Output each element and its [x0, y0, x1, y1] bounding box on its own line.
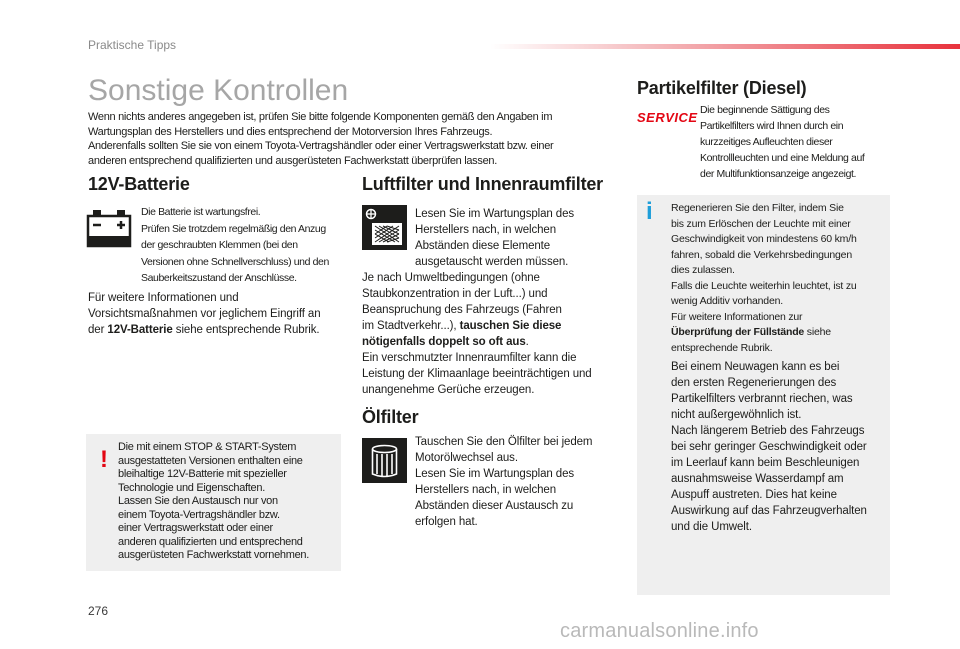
- text-line: und die Umwelt.: [671, 521, 752, 533]
- text-line: Leistung der Klimaanlage beeinträchtigen und: [362, 368, 592, 380]
- section-header: Praktische Tipps: [88, 38, 177, 52]
- battery-reference: 12V-Batterie: [107, 324, 173, 336]
- text-line: Auswirkung auf das Fahrzeugverhalten: [671, 505, 867, 517]
- text-line: Kontrollleuchten und eine Meldung auf: [700, 152, 865, 164]
- airfilter-icon: [362, 205, 407, 250]
- text-line: ausnahmsweise Wasserdampf am: [671, 473, 844, 485]
- text-line: Technologie und Eigenschaften.: [118, 481, 265, 494]
- text-line: Staubkonzentration in der Luft...) und: [362, 288, 548, 300]
- text-line: bis zum Erlöschen der Leuchte mit einer: [671, 217, 851, 230]
- service-warning-icon: SERVICE: [637, 110, 698, 125]
- text-line: einem Toyota-Vertragshändler bzw.: [118, 508, 280, 521]
- text-line: Partikelfilters verbrannt riechen, was: [671, 393, 853, 405]
- info-text: [671, 201, 886, 356]
- dpf-title: Partikelfilter (Diesel): [637, 78, 807, 98]
- text-line: Ein verschmutzter Innenraumfilter kann die: [362, 352, 577, 364]
- watermark: carmanualsonline.info: [560, 620, 759, 642]
- text-line: Lesen Sie im Wartungsplan des: [415, 468, 575, 480]
- info-icon: i: [646, 198, 653, 225]
- text-line: Motorölwechsel aus.: [415, 452, 518, 464]
- text-line: Falls die Leuchte weiterhin leuchtet, ist zu: [671, 279, 857, 292]
- battery-more-info: [88, 290, 343, 338]
- header-gradient-bar: [490, 44, 960, 49]
- text-line: im Stadtverkehr...), tauschen Sie diese: [362, 320, 562, 332]
- warning-icon: !: [100, 446, 108, 473]
- text-line: fahren, sobald die Verkehrsbedingungen: [671, 248, 852, 261]
- intro-line: anderen entsprechend qualifizierten und ausgerüsteten Fachwerkstatt überprüfen lassen.: [88, 154, 497, 167]
- battery-icon-text: [141, 204, 346, 287]
- text-line: Tauschen Sie den Ölfilter bei jedem: [415, 436, 593, 448]
- text-line: Lassen Sie den Austausch nur von: [118, 495, 278, 507]
- text-line: ausgetauscht werden müssen.: [415, 256, 569, 268]
- text-line: ausgestatteten Versionen enthalten eine: [118, 454, 303, 467]
- text-line: kurzzeitiges Aufleuchten dieser: [700, 136, 833, 148]
- text-line: Sauberkeitszustand der Anschlüsse.: [141, 272, 297, 284]
- text-line: Geschwindigkeit von mindestens 60 km/h: [671, 233, 857, 245]
- text-line: Herstellers nach, in welchen: [415, 484, 557, 496]
- text-line: den ersten Regenerierungen des: [671, 377, 837, 389]
- text-line: Überprüfung der Füllstände siehe: [671, 326, 831, 338]
- page-title: Sonstige Kontrollen: [88, 74, 349, 107]
- airfilter-icon-text: [415, 206, 615, 270]
- text-line: Herstellers nach, in welchen: [415, 224, 557, 236]
- text-line: anderen qualifizierten und entsprechend: [118, 535, 303, 548]
- text-line: Vorsichtsmaßnahmen vor jeglichem Eingriff an: [88, 308, 321, 320]
- intro-line: Wenn nichts anderes angegeben ist, prüfen Sie bitte folgende Komponenten gemäß den Angaben im: [88, 111, 553, 123]
- airfilter-body: [362, 270, 617, 398]
- warning-text: [118, 441, 336, 563]
- text-line: Auspuff austreten. Dies hat keine: [671, 489, 837, 501]
- text-line: Je nach Umweltbedingungen (ohne: [362, 272, 540, 284]
- text-line: Regenerieren Sie den Filter, indem Sie: [671, 202, 844, 214]
- info-text-new-vehicle: [671, 359, 886, 535]
- text-line: nötigenfalls doppelt so oft aus.: [362, 336, 529, 348]
- text-line: entsprechende Rubrik.: [671, 341, 773, 354]
- text-line: erfolgen hat.: [415, 516, 478, 528]
- text-line: dies zulassen.: [671, 264, 735, 276]
- intro-text: [88, 110, 608, 168]
- text-line: Nach längerem Betrieb des Fahrzeugs: [671, 425, 865, 437]
- text-line: wenig Additiv vorhanden.: [671, 295, 783, 307]
- text-line: bleihaltige 12V-Batterie mit spezieller: [118, 468, 287, 480]
- battery-title: 12V-Batterie: [88, 174, 190, 194]
- text-line: Abständen dieser Austausch zu: [415, 500, 574, 512]
- text-line: Partikelfilters wird Ihnen durch ein: [700, 120, 844, 132]
- intro-line: Wartungsplan des Herstellers und dies entsprechend der Motorversion Ihres Fahrzeugs.: [88, 125, 493, 138]
- text-line: einer Vertragswerkstatt oder einer: [118, 522, 273, 534]
- text-line: der Multifunktionsanzeige angezeigt.: [700, 168, 857, 180]
- oilfilter-title: Ölfilter: [362, 407, 419, 427]
- text-line: Die mit einem STOP & START-System: [118, 441, 297, 453]
- text-line: Beanspruchung des Fahrzeugs (Fahren: [362, 304, 562, 316]
- dpf-icon-text: [700, 102, 895, 182]
- text-line: nicht außergewöhnlich ist.: [671, 409, 802, 421]
- text-line: Für weitere Informationen und: [88, 292, 239, 304]
- text-line: Für weitere Informationen zur: [671, 310, 803, 323]
- airfilter-title: Luftfilter und Innenraumfilter: [362, 174, 603, 194]
- text-line: im Leerlauf kann beim Beschleunigen: [671, 457, 860, 469]
- text-line: unangenehme Gerüche erzeugen.: [362, 384, 535, 396]
- battery-icon: [86, 204, 132, 250]
- text-line: Bei einem Neuwagen kann es bei: [671, 361, 840, 373]
- text-line: Prüfen Sie trotzdem regelmäßig den Anzug: [141, 222, 326, 235]
- intro-line: Anderenfalls sollten Sie sie von einem Toyota-Vertragshändler oder einer Vertragswerkstatt bzw. einer: [88, 140, 554, 152]
- text-line: der 12V-Batterie siehe entsprechende Rubrik.: [88, 324, 320, 336]
- text-line: der geschraubten Klemmen (bei den: [141, 239, 298, 251]
- text-line: bei sehr geringer Geschwindigkeit oder: [671, 441, 867, 453]
- text-line: Abständen diese Elemente: [415, 240, 551, 252]
- oilfilter-text: [415, 434, 615, 530]
- page-number: 276: [88, 604, 109, 618]
- oilfilter-icon: [362, 438, 407, 483]
- text-line: Die beginnende Sättigung des: [700, 104, 830, 116]
- text-line: ausgerüsteten Fachwerkstatt vornehmen.: [118, 549, 309, 561]
- text-line: Lesen Sie im Wartungsplan des: [415, 208, 575, 220]
- text-line: Die Batterie ist wartungsfrei.: [141, 206, 261, 218]
- text-line: Versionen ohne Schnellverschluss) und den: [141, 255, 329, 268]
